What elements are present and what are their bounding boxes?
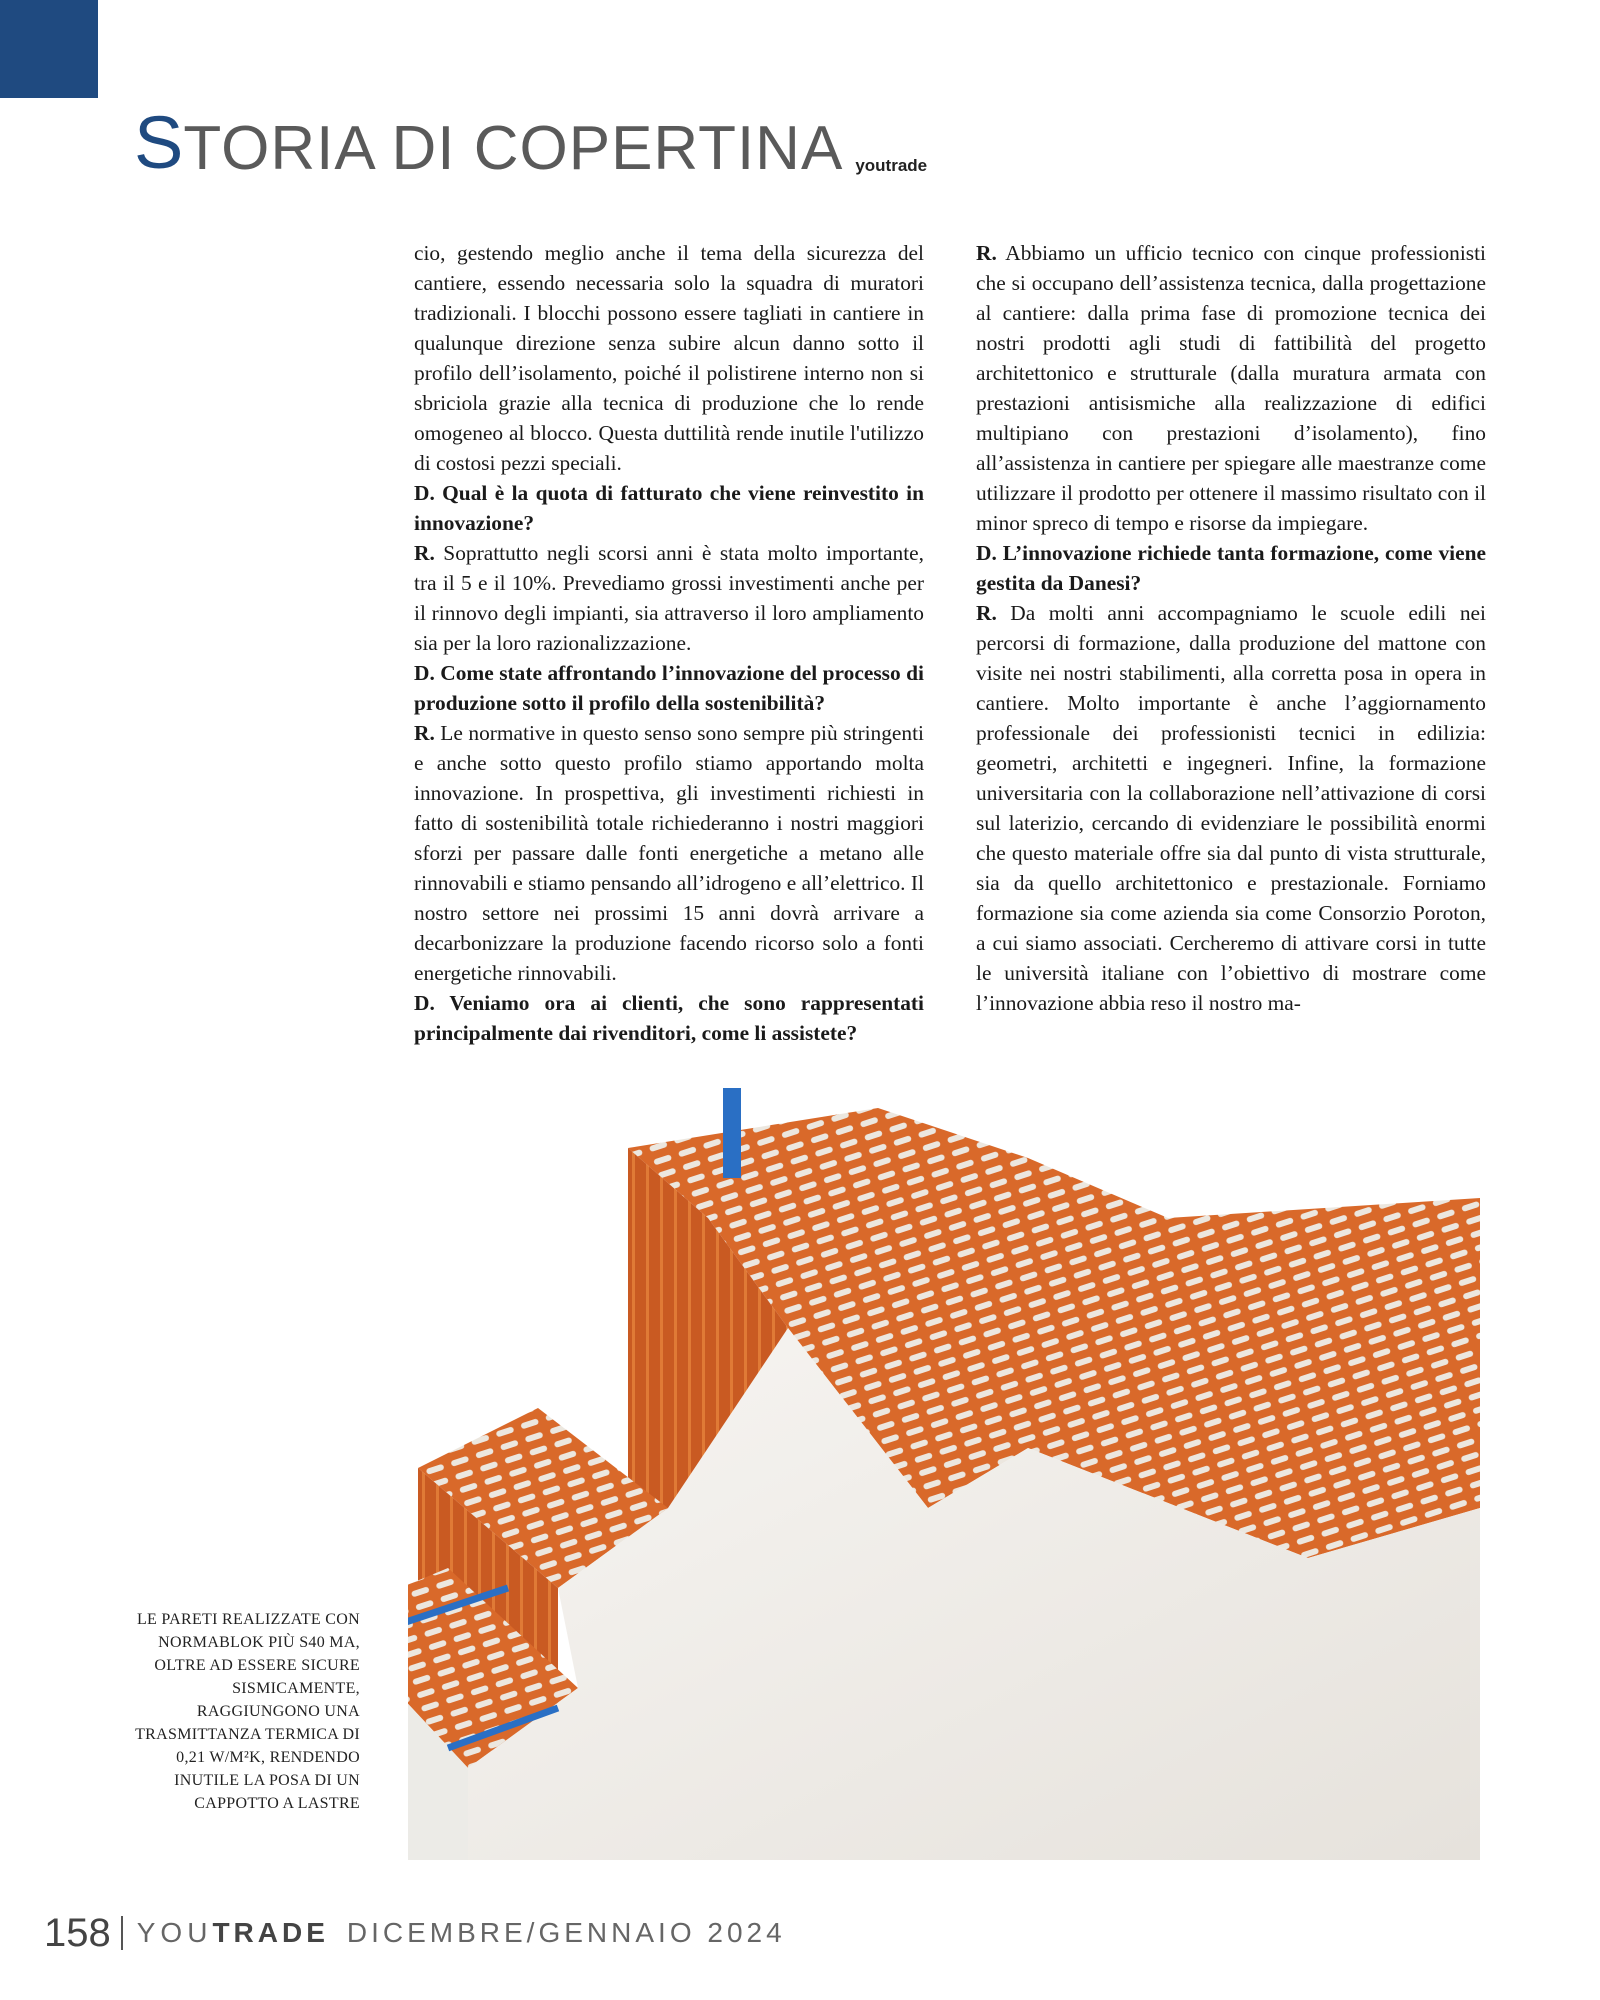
page-number: 158 <box>44 1910 111 1955</box>
answer-label: R. <box>414 721 435 745</box>
answer <box>976 238 1486 538</box>
brick-wall-photo <box>408 1088 1480 1860</box>
answer-text: Da molti anni accompagniamo le scuole edili nei percorsi di formazione, dalla produzione del mattone con visite nei nostri stabilimenti, alla corretta posa in opera in cantiere. Molto importante è anche l’aggiornamento professionale dei professionisti tecnici in edilizia: geometri, architetti e ingegneri. Infine, la formazione universitaria con la collaborazione nell’attivazione di corsi sul laterizio, cercando di evidenziare le possibilità enormi che questo materiale offre sia dal punto di vista strutturale, sia da quello architettonico e prestazionale. Forniamo formazione sia come azienda sia come Consorzio Poroton, a cui siamo associati. Cercheremo di attivare corsi in tutte le università italiane con l’obiettivo di mostrare come l’innovazione abbia reso il nostro ma- <box>976 601 1486 1015</box>
question: D. Veniamo ora ai clienti, che sono rappresentati principalmente dai rivenditori, come li assistete? <box>414 991 924 1045</box>
answer-text: Abbiamo un ufficio tecnico con cinque professionisti che si occupano dell’assistenza tecnica, dalla progettazione al cantiere: dalla prima fase di promozione tecnica dei nostri prodotti agli studi di fattibilità del progetto architettonico e strutturale (dalla muratura armata con prestazioni antisismiche alla realizzazione di edifici multipiano con prestazioni d’isolamento), fino all’assistenza in cantiere per spiegare alle maestranze come utilizzare il prodotto per ottenere il massimo risultato con il minor spreco di tempo e risorse da impiegare. <box>976 241 1486 535</box>
answer-text: Le normative in questo senso sono sempre più stringenti e anche sotto questo profilo stiamo apportando molta innovazione. In prospettiva, gli investimenti richiesti in fatto di sostenibilità totale richiederanno i nostri maggiori sforzi per passare dalle fonti energetiche a metano alle rinnovabili e stiamo pensando all’idrogeno e all’elettrico. Il nostro settore nei prossimi 15 anni dovrà arrivare a decarbonizzare la produzione facendo ricorso solo a fonti energetiche rinnovabili. <box>414 721 924 985</box>
section-title: TORIA DI COPERTINA <box>183 114 844 183</box>
brand-logo: youtrade <box>855 156 928 175</box>
answer-text: Soprattutto negli scorsi anni è stata molto importante, tra il 5 e il 10%. Prevediamo grossi investimenti anche per il rinnovo degli impianti, sia attraverso il loro ampliamento sia per la loro razionalizzazione. <box>414 541 924 655</box>
magazine-name-you: YOU <box>136 1917 213 1948</box>
answer-label: R. <box>976 241 997 265</box>
magazine-name-trade: TRADE <box>212 1917 329 1948</box>
answer-label: R. <box>976 601 997 625</box>
issue-date: DICEMBRE/GENNAIO 2024 <box>346 1917 786 1948</box>
paragraph: cio, gestendo meglio anche il tema della sicurezza del cantiere, essendo necessaria solo la squadra di muratori tradizionali. I blocchi possono essere tagliati in cantiere in qualunque direzione senza subire alcun danno sotto il profilo dell’isolamento, poiché il polistirene interno non si sbriciola grazie alla tecnica di produzione che lo rende omogeneo al blocco. Questa duttilità rende inutile l'utilizzo di costosi pezzi speciali. <box>414 241 924 475</box>
article-column-right <box>976 238 1486 1018</box>
question: D. Come state affrontando l’innovazione del processo di produzione sotto il profilo della sostenibilità? <box>414 661 924 715</box>
answer <box>414 538 924 658</box>
section-title-initial: S <box>134 101 184 184</box>
rebar <box>723 1088 741 1178</box>
footer-separator <box>121 1916 123 1950</box>
question: D. Qual è la quota di fatturato che viene reinvestito in innovazione? <box>414 481 924 535</box>
answer <box>414 718 924 988</box>
brick-wall-illustration <box>408 1088 1480 1860</box>
answer-label: R. <box>414 541 435 565</box>
question: D. L’innovazione richiede tanta formazione, come viene gestita da Danesi? <box>976 541 1486 595</box>
photo-caption: LE PARETI REALIZZATE CON NORMABLOK PIÙ S40 MA, OLTRE AD ESSERE SICURE SISMICAMENTE, RAGGIUNGONO UNA TRASMITTANZA TERMICA DI 0,21 W/M²K, RENDENDO INUTILE LA POSA DI UN CAPPOTTO A LASTRE <box>135 1611 360 1812</box>
section-header <box>134 100 928 184</box>
page-footer <box>44 1908 786 1958</box>
answer <box>976 598 1486 1018</box>
article-column-left <box>414 238 924 1048</box>
corner-color-block <box>0 0 98 98</box>
